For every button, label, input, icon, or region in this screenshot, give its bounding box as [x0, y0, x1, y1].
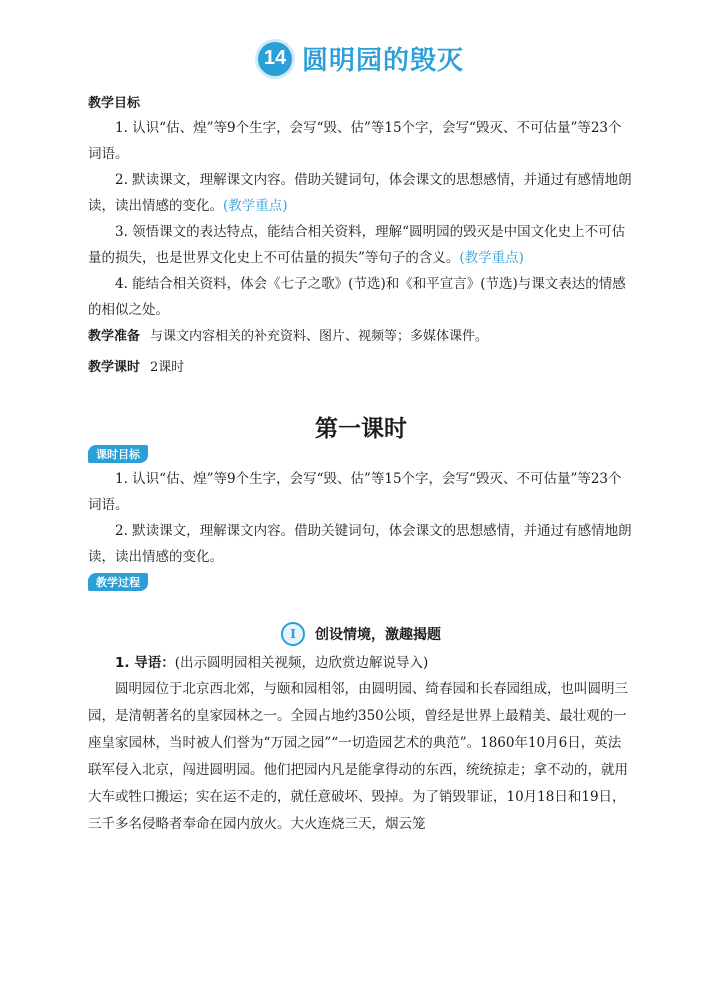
teaching-hours — [88, 356, 633, 375]
period-goal-pill: 课时目标 — [88, 445, 148, 463]
teaching-goals — [88, 92, 633, 375]
step-body — [88, 650, 633, 838]
period-goal-item: 2. 默读课文，理解课文内容。借助关键词句，体会课文的思想感情，并通过有感情地朗读，读出情感的变化。 — [88, 523, 632, 565]
lesson-title: 圆明园的毁灭 — [301, 46, 464, 76]
goal-item: 4. 能结合相关资料，体会《七子之歌》(节选)和《和平宣言》(节选)与课文表达的情感的相似之处。 — [88, 276, 626, 318]
prep-label: 教学准备 — [88, 329, 141, 344]
section-title: 第一课时 — [315, 415, 407, 442]
intro-label: 1. 导语： — [115, 655, 175, 671]
goals-label: 教学目标 — [88, 96, 141, 111]
hours-value: 2课时 — [150, 360, 185, 375]
goal-item: 2. 默读课文，理解课文内容。借助关键词句，体会课文的思想感情，并通过有感情地朗读，读出情感的变化。(教学重点) — [88, 172, 632, 214]
lesson-number-badge: 14 — [258, 42, 292, 76]
hours-label: 教学课时 — [88, 360, 141, 375]
teaching-prep — [88, 325, 633, 344]
prep-value: 与课文内容相关的补充资料、图片、视频等；多媒体课件。 — [150, 329, 489, 344]
intro-note: (出示圆明园相关视频，边欣赏边解说导入) — [174, 655, 429, 671]
step-numeral: I — [281, 622, 305, 646]
period-goals — [88, 443, 633, 591]
step-header — [0, 622, 722, 646]
goal-item: 3. 领悟课文的表达特点，能结合相关资料，理解“圆明园的毁灭是中国文化史上不可估量的损失，也是世界文化史上不可估量的损失”等句子的含义。(教学重点) — [88, 224, 626, 266]
lesson-header — [0, 40, 722, 77]
intro-paragraph: 圆明园位于北京西北郊，与颐和园相邻，由圆明园、绮春园和长春园组成，也叫圆明三园，是清朝著名的皇家园林之一。全园占地约350公顷，曾经是世界上最精美、最壮观的一座皇家园林，当时被人们誉为“万园之园”“一切造园艺术的典范”。1860年10月6日，英法联军侵入北京，闯进圆明园。他们把园内凡是能拿得动的东西，统统掠走；拿不动的，就用大车或牲口搬运；实在运不走的，就任意破坏、毁掉。为了销毁罪证，10月18日和19日，三千多名侵略者奉命在园内放火。大火连烧三天，烟云笼 — [88, 681, 628, 832]
intro-line — [88, 650, 633, 676]
key-point-tag: (教学重点) — [459, 250, 524, 266]
teaching-process-pill: 教学过程 — [88, 573, 148, 591]
key-point-tag: (教学重点) — [223, 198, 288, 214]
period-goal-item: 1. 认识“估、煌”等9个生字，会写“毁、估”等15个字，会写“毁灭、不可估量”等23个词语。 — [88, 471, 622, 513]
goal-item: 1. 认识“估、煌”等9个生字，会写“毁、估”等15个字，会写“毁灭、不可估量”等23个词语。 — [88, 120, 622, 162]
step-title: 创设情境，激趣揭题 — [315, 627, 441, 643]
